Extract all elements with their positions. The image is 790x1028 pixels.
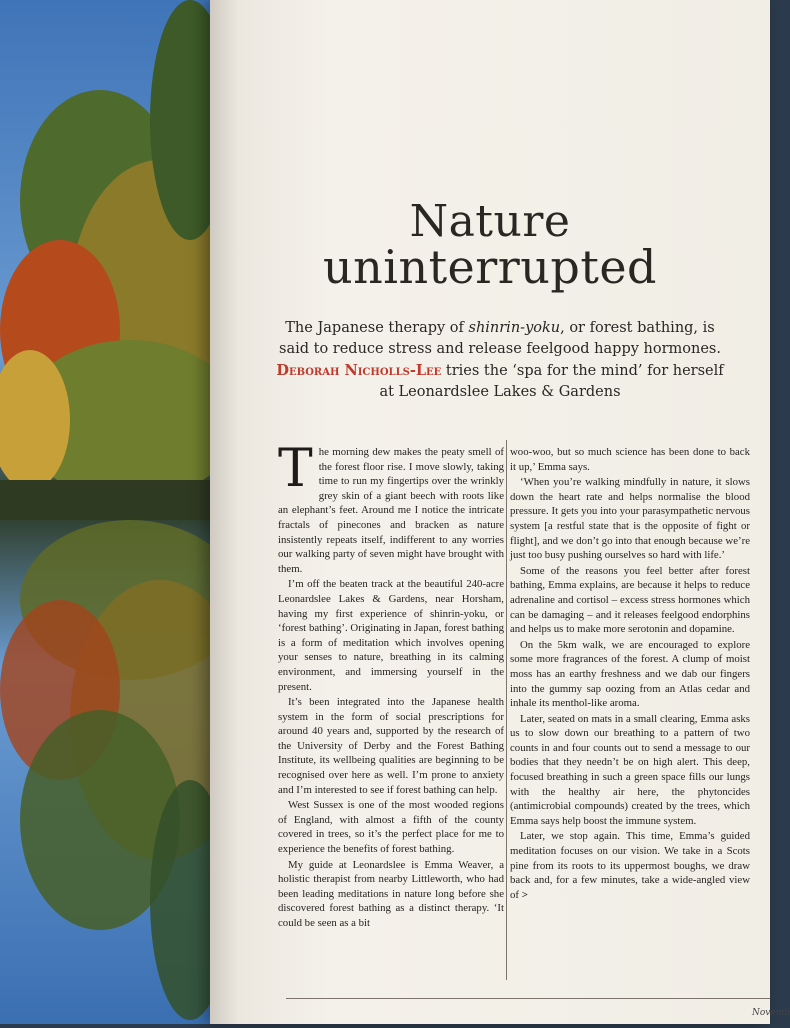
paragraph: ‘When you’re walking mindfully in nature, it slows down the heart rate and helps normalise the blood pressure. It gets you into your parasympathetic nervous system [a restful state that is the opposite of fight or flight], and we don’t go into that enough because we’re just too busy pushing ourselves so hard with life.’ [510, 476, 750, 562]
paragraph-text: he morning dew makes the peaty smell of the forest floor rise. I move slowly, taking time to run my fingertips over the wrinkly grey skin of a giant beech with roots like an elephant’s feet. Around me I notice the intricate fractals of pinecones and bracken as nature insistently repeats itself, indifferent to any worries our walking party of seven might have brought with them. [278, 446, 504, 575]
paragraph: woo-woo, but so much science has been done to back it up,’ Emma says. [510, 446, 750, 473]
paragraph: My guide at Leonardslee is Emma Weaver, a holistic therapist from nearby Littleworth, who had been leading meditations in nature long before she discovered forest bathing as a distinct therapy. ‘It could be seen as a bit [278, 858, 504, 929]
drop-cap: T [278, 439, 313, 499]
column-divider [506, 440, 507, 980]
continue-arrow-icon: > [521, 888, 528, 901]
paragraph [510, 829, 750, 902]
standfirst-text-2: , or forest bathing, is said to reduce stress and release feelgood happy hormones. [279, 320, 721, 357]
paragraph: West Sussex is one of the most wooded regions of England, with almost a fifth of the county covered in trees, so it’s the perfect place for me to experience the benefits of forest bathing. [278, 799, 504, 856]
paragraph-text: Later, we stop again. This time, Emma’s guided meditation focuses on our vision. We take in a Scots pine from its roots to its uppermost boughs, we draw back and, for a few minutes, take a wide-angled view of [510, 830, 750, 901]
paragraph: It’s been integrated into the Japanese health system in the form of social prescriptions for around 40 years and, supported by the research of the University of Derby and the Forest Bathing Institute, its wellbeing qualities are beginning to be recognised over here as well. I’m prone to anxiety and I’m interested to see if forest bathing can help. [278, 696, 504, 796]
body-column-2 [510, 445, 750, 903]
paragraph: Later, seated on mats in a small clearing, Emma asks us to slow down our breathing to a pattern of two counts in and four counts out to send a message to our bodies that they needn’t be on high alert. This deep, focused breathing in such a green space fills our lungs with the healthy air here, the phytoncides (antimicrobial compounds) created by the trees, which Emma says help boost the immune system. [510, 712, 750, 827]
headline-line-1: Nature [409, 196, 571, 247]
paragraph: On the 5km walk, we are encouraged to explore some more fragrances of the forest. A clump of moist moss has an earthy freshness and we dab our fingers into the gummy sap oozing from an Atlas cedar and inhale its menthol-like aroma. [510, 638, 750, 710]
standfirst [270, 318, 730, 403]
body-column-1 [278, 439, 504, 932]
standfirst-text-3: tries the ‘spa for the mind’ for herself at Leonardslee Lakes & Gardens [379, 363, 724, 400]
paragraph: I’m off the beaten track at the beautiful 240-acre Leonardslee Lakes & Gardens, near Horsham, having my first experience of shinrin-yoku, or ‘forest bathing’. Originating in Japan, forest bathing is a form of meditation which involves opening your senses to nature, breathing in its calming environment, and immersing yourself in the present. [278, 578, 504, 693]
footer-rule [286, 998, 770, 999]
magazine-page [210, 0, 790, 1024]
paragraph [278, 439, 504, 576]
paragraph: Some of the reasons you feel better after forest bathing, Emma explains, are because it helps to reduce adrenaline and cortisol – excess stress hormones which can be damaging – and it releases feelgood endorphins and helps us to make more serotonin and dopamine. [510, 564, 750, 636]
folio-text: Novemb [752, 1008, 790, 1018]
standfirst-text-1: The Japanese therapy of [285, 320, 469, 336]
author-byline: Deborah Nicholls-Lee [276, 362, 442, 379]
headline-line-2: uninterrupted [322, 240, 657, 294]
standfirst-term: shinrin-yoku [468, 320, 561, 336]
